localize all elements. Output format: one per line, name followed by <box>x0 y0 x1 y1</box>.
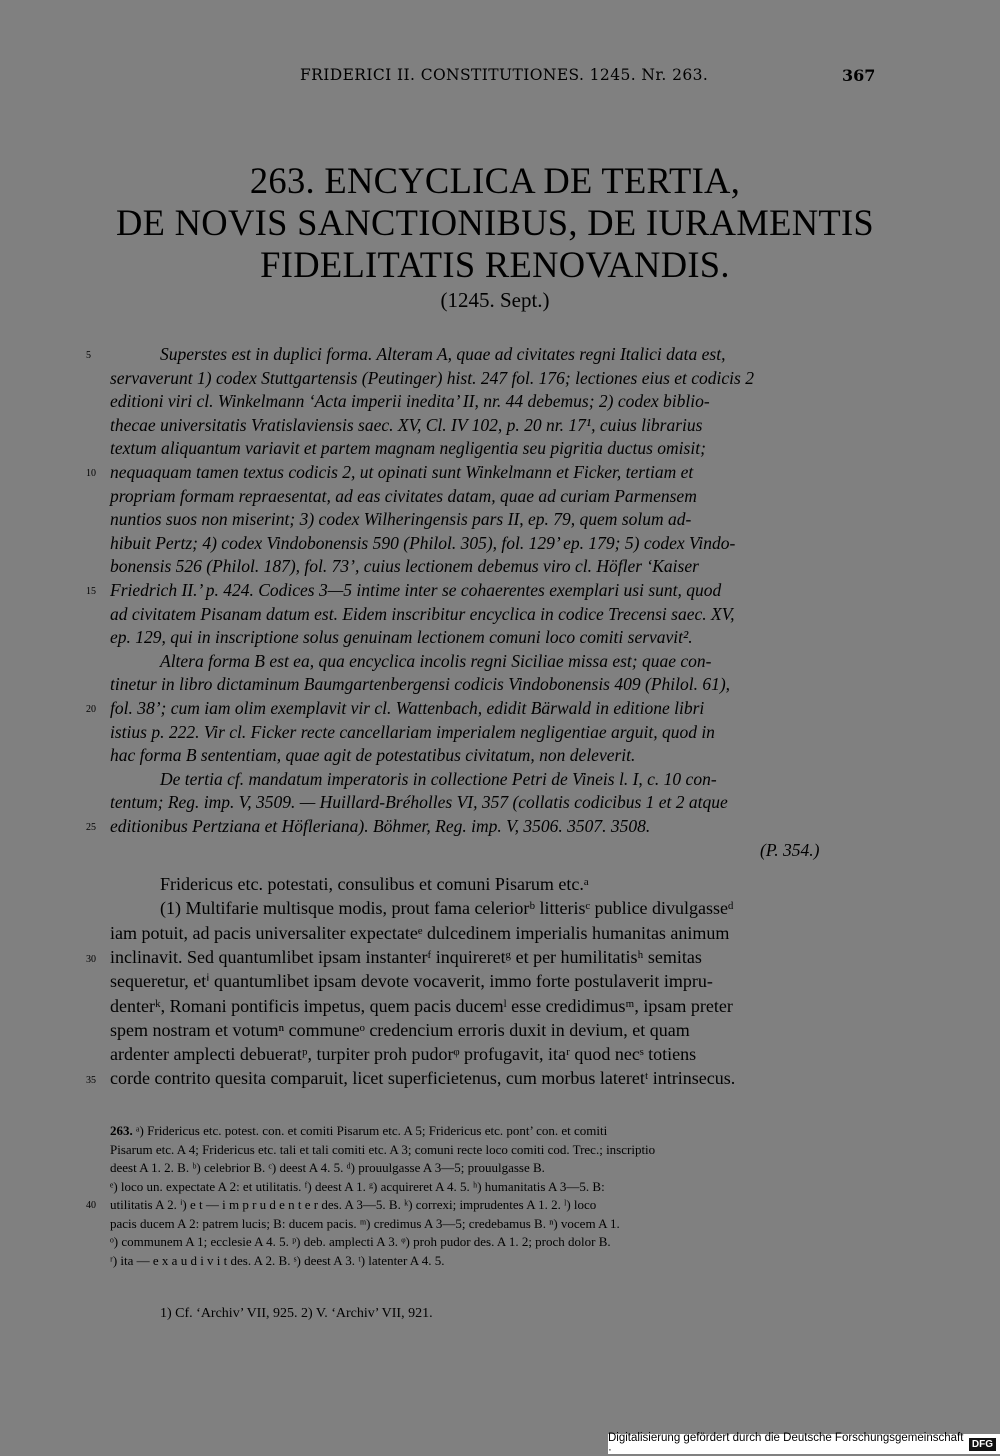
footnote-line: ᵉ) loco un. expectate A 2: et utilitatis. ᶠ) deest A 1. ᵍ) acquireret A 4. 5. ʰ) humanitatis A 3—5. B: <box>110 1178 605 1194</box>
intro-line: De tertia cf. mandatum imperatoris in collectione Petri de Vineis l. I, c. 10 con- <box>160 768 717 789</box>
intro-line: Altera forma B est ea, qua encyclica incolis regni Siciliae missa est; quae con- <box>160 650 712 671</box>
intro-line: istius p. 222. Vir cl. Ficker recte cancellariam imperialem negligentiae arguit, quod in <box>110 721 715 742</box>
intro-line: nuntios suos non miserint; 3) codex Wilheringensis pars II, ep. 79, quem solum ad- <box>110 509 692 530</box>
title-line: FIDELITATIS RENOVANDIS. <box>260 244 730 285</box>
text-line: iam potuit, ad pacis universaliter expectateᵉ dulcedinem imperialis humanitas animum <box>110 922 730 943</box>
intro-line: Friedrich II.’ p. 424. Codices 3—5 intime inter se cohaerentes exemplari usi sunt, quod <box>110 580 722 600</box>
document-title <box>100 160 890 286</box>
page-number: 367 <box>842 66 876 85</box>
intro-line: ad civitatem Pisanam datum est. Eidem inscribitur encyclica in codice Trecensi saec. XV, <box>110 603 735 624</box>
text-line: (1) Multifarie multisque modis, prout fama celeriorᵇ litterisᶜ publice divulgasseᵈ <box>160 898 734 919</box>
footer-credit: Digitalisierung gefördert durch die Deutsche Forschungsgemeinschaft · <box>608 1432 964 1456</box>
intro-line: nequaquam tamen textus codicis 2, ut opinati sunt Winkelmann et Ficker, tertiam et <box>110 462 694 482</box>
intro-line: fol. 38’; cum iam olim exemplavit vir cl. Wattenbach, edidit Bärwald in editione libri <box>110 698 705 718</box>
intro-line: textum aliquantum variavit et partem magnam negligentia seu pigritia ductus omisit; <box>110 438 706 459</box>
line-number: 10 <box>86 468 96 479</box>
line-number: 35 <box>86 1075 96 1087</box>
line-number: 25 <box>86 822 96 833</box>
footnote-line: ᵒ) communem A 1; ecclesie A 4. 5. ᵖ) deb. amplecti A 3. ᵠ) proh pudor des. A 1. 2; proch dolor B. <box>110 1234 611 1249</box>
line-number: 5 <box>86 350 91 361</box>
intro-line: bonensis 526 (Philol. 187), fol. 73’, cuius lectionem debemus viro cl. Höfler ‘Kaiser <box>110 556 699 577</box>
intro-line: hibuit Pertz; 4) codex Vindobonensis 590 (Philol. 305), fol. 129’ ep. 179; 5) codex Vindo- <box>110 532 736 553</box>
reference-note-line: 1) Cf. ‘Archiv’ VII, 925. 2) V. ‘Archiv’ VII, 921. <box>160 1306 433 1321</box>
intro-line: tentum; Reg. imp. V, 3509. — Huillard-Bréholles VI, 357 (collatis codicibus 1 et 2 atque <box>110 792 728 813</box>
document-date: (1245. Sept.) <box>440 288 550 312</box>
line-number: 20 <box>86 704 96 715</box>
footnote-line: pacis ducem A 2: patrem lucis; B: ducem pacis. ᵐ) credimus A 3—5; credebamus B. ⁿ) vocem A 1. <box>110 1215 620 1231</box>
line-number: 40 <box>86 1200 96 1211</box>
intro-line: thecae universitatis Vratislaviensis saec. XV, Cl. IV 102, p. 20 nr. 17¹, cuius librarius <box>110 414 703 435</box>
footnote-line: utilitatis A 2. ⁱ) e t — i m p r u d e n t e r des. A 3—5. B. ᵏ) correxi; imprudentes A 1. 2. ˡ) loco <box>110 1197 597 1212</box>
intro-line: hac forma B sententiam, quae agit de potestatibus civitatum, non deleverit. <box>110 745 636 766</box>
footnote-line <box>110 1123 607 1139</box>
intro-line: Superstes est in duplici forma. Alteram A, quae ad civitates regni Italici data est, <box>160 344 726 364</box>
line-number: 30 <box>86 953 96 965</box>
footer-bar <box>608 1434 1000 1454</box>
intro-line: editioni viri cl. Winkelmann ‘Acta imperii inedita’ II, nr. 44 debemus; 2) codex biblio- <box>110 391 710 412</box>
text-line: spem nostram et votumⁿ communeᵒ credencium erroris duxit in devium, et quam <box>110 1019 690 1040</box>
footnote-label: 263. <box>110 1123 133 1138</box>
intro-line: servaverunt 1) codex Stuttgartensis (Peutinger) hist. 247 fol. 176; lectiones eius et codicis 2 <box>110 367 754 388</box>
line-number: 15 <box>86 586 96 597</box>
title-line: 263. ENCYCLICA DE TERTIA, <box>249 160 741 201</box>
footnote-line: Pisarum etc. A 4; Fridericus etc. tali et tali comiti etc. A 3; comuni recte loco comiti cod. Trec.; inscriptio <box>110 1141 656 1157</box>
text-line: ardenter amplecti debueratᵖ, turpiter proh pudorᵠ profugavit, itaʳ quod necˢ totiens <box>110 1044 697 1065</box>
text-line: sequeretur, etⁱ quantumlibet ipsam devote vocaverit, immo forte postulaverit impru- <box>110 971 713 992</box>
footnote-line: ʳ) ita — e x a u d i v i t des. A 2. B. ˢ) deest A 3. ᵗ) latenter A 4. 5. <box>110 1252 445 1268</box>
footnote-line: deest A 1. 2. B. ᵇ) celebrior B. ᶜ) deest A 4. 5. ᵈ) prouulgasse A 3—5; prouulgasse B. <box>110 1160 545 1175</box>
footnote-text: ᵃ) Fridericus etc. potest. con. et comiti Pisarum etc. A 5; Fridericus etc. pont’ con. et comiti <box>136 1123 608 1138</box>
dfg-logo: DFG <box>969 1438 996 1451</box>
intro-line: editionibus Pertziana et Höfleriana). Böhmer, Reg. imp. V, 3506. 3507. 3508. <box>110 816 651 836</box>
text-line: denterᵏ, Romani pontificis impetus, quem pacis ducemˡ esse credidimusᵐ, ipsam preter <box>110 995 733 1016</box>
intro-line: tinetur in libro dictaminum Baumgartenbergensi codicis Vindobonensis 409 (Philol. 61), <box>110 674 731 695</box>
intro-line: (P. 354.) <box>760 839 820 860</box>
intro-line: propriam formam repraesentat, ad eas civitates datam, quae ad curiam Parmensem <box>110 485 697 506</box>
text-line: corde contrito quesita comparuit, licet superficietenus, cum morbus lateretᵗ intrinsecus. <box>110 1068 736 1089</box>
text-line: Fridericus etc. potestati, consulibus et comuni Pisarum etc.ᵃ <box>160 874 589 894</box>
running-head: FRIDERICI II. CONSTITUTIONES. 1245. Nr. 263. <box>300 66 709 84</box>
text-line: inclinavit. Sed quantumlibet ipsam instanterᶠ inquireretᵍ et per humilitatisʰ semitas <box>110 946 702 967</box>
intro-line: ep. 129, qui in inscriptione solus genuinam lectionem comuni loco comiti servavit². <box>110 627 693 648</box>
title-line: DE NOVIS SANCTIONIBUS, DE IURAMENTIS <box>115 202 875 243</box>
